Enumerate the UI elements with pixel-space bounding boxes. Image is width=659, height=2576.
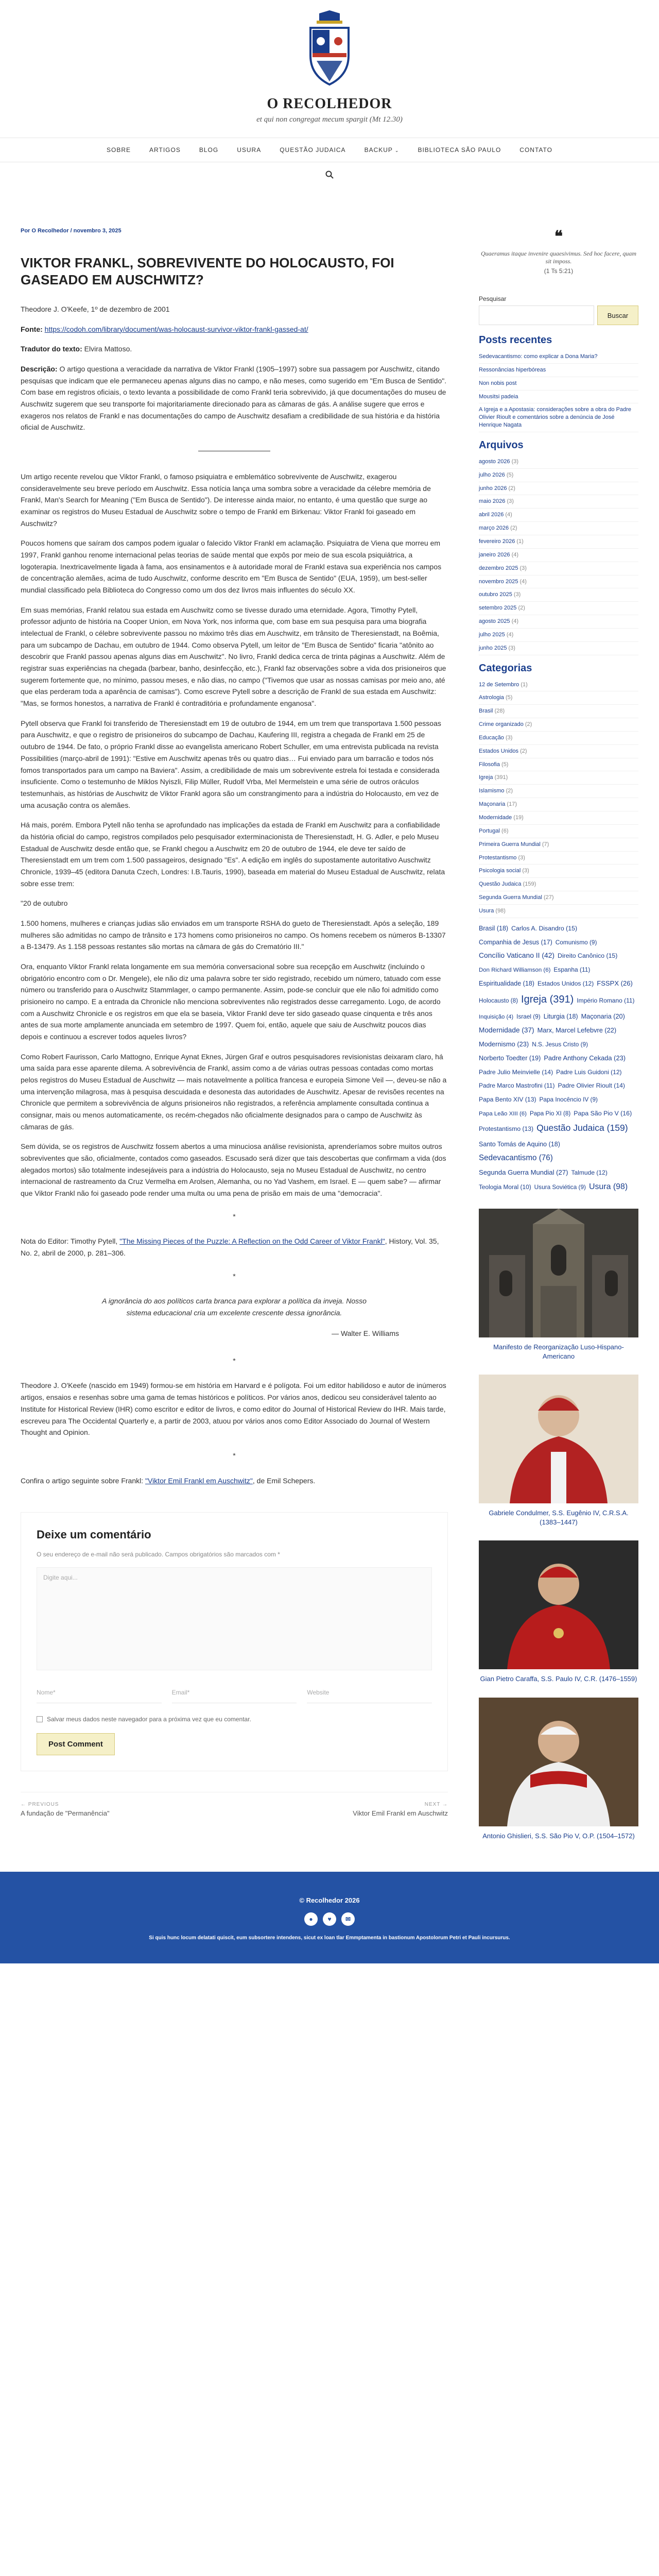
tag-link[interactable]: Papa São Pio V (16)	[574, 1109, 632, 1117]
comment-note: O seu endereço de e-mail não será publicado. Campos obrigatórios são marcados com *	[37, 1551, 280, 1558]
image-caption[interactable]: Manifesto de Reorganização Luso-Hispano-Americano	[493, 1343, 624, 1360]
category-link[interactable]	[479, 825, 638, 838]
archive-link-label: janeiro 2026	[479, 551, 510, 558]
prev-title: A fundação de "Permanência"	[21, 1809, 110, 1818]
archive-link[interactable]	[479, 455, 638, 469]
post-paragraph: Poucos homens que saíram dos campos podem igualar o falecido Viktor Frankl em aclamação. Psiquiatra de Viena que morreu em 1997, Frankl ganhou renome internacional pelas teorias de saúde mental que expôs por meio de sua escola psiquiátrica, a logoterapia. Inextricavelmente ligada à fama, aos ensinamentos e à autoridade moral de Frankl estava sua experiência nos campos de concentração alemães, acima de tudo Auschwitz, conforme descrito em "Em Busca de Sentido" (EUA, 1959), um best-seller mundial classificado pela Biblioteca do Congresso como um dos dez livros mais influentes do século XX.	[21, 539, 442, 595]
tag-link[interactable]: Concílio Vaticano II (42)	[479, 951, 555, 960]
tag-link[interactable]: Protestantismo (13)	[479, 1125, 534, 1133]
tag-link[interactable]: Segunda Guerra Mundial (27)	[479, 1168, 568, 1177]
tag-link[interactable]: Don Richard Williamson (6)	[479, 967, 551, 973]
archive-link-count: (3)	[513, 591, 521, 598]
nav-item-label: USURA	[237, 146, 262, 154]
nav-item-questão-judaica[interactable]	[270, 138, 355, 162]
archive-link-count: (2)	[508, 485, 515, 492]
archive-link-count: (4)	[519, 578, 527, 585]
email-icon[interactable]: ✉	[341, 1912, 355, 1926]
tag-link[interactable]: Padre Julio Meinvielle (14)	[479, 1068, 553, 1076]
archive-link[interactable]	[479, 469, 638, 482]
tag-link[interactable]: Liturgia (18)	[543, 1013, 578, 1021]
post-paragraph: 1.500 homens, mulheres e crianças judias são enviados em um transporte RSHA do gueto de Theresienstadt. Após a seleção, 189 mulheres são admitidas no campo de trânsito e 173 homens como prisioneiros no campo. Os homens recebem os números B-13307 a B-13479. As 1.158 pessoas restantes são mortas na câmara de gás do Crematório III."	[21, 919, 446, 951]
tag-link[interactable]: Império Romano (11)	[577, 997, 635, 1005]
note-prefix: Nota do Editor: Timothy Pytell,	[21, 1237, 120, 1246]
archive-link[interactable]	[479, 522, 638, 535]
tag-link[interactable]: Inquisição (4)	[479, 1014, 514, 1021]
post-paragraph: Ora, enquanto Viktor Frankl relata longamente em sua memória conversacional sobre sua recepção em Auschwitz (incluindo o obrigatório encontro com o Dr. Mengele), ele não diz uma palavra sobre ter sido registrado, recebido um número, tatuado com esse número ou transferido para o Auschwitz Stammlager, o campo permanente. Assim, pode-se concluir que ele não foi admitido como prisioneiro no campo. E a entrada da Chronicle não menciona sobreviventes não registrados desse carregamento. Logo, de acordo com a Auschwitz Chronicle e os registros em que ela se baseia, Viktor Frankl deve ter sido gaseado quase cinquenta e três anos antes de sua morte amplamente anunciada em setembro de 1997. Quem foi, então, aquele que saiu de Auschwitz poucos dias depois e continuou a escrever todos aqueles livros?	[21, 962, 441, 1041]
heart-icon[interactable]: ♥	[323, 1912, 336, 1926]
description-text: O artigo questiona a veracidade da narrativa de Viktor Frankl (1905–1997) sobre sua passagem por Auschwitz, citando pesquisas que indicam que ele permaneceu apenas alguns dias no campo, e não meses, como sugerido em "Em Busca de Sentido". Com base em registros oficiais, o texto levanta a possibilidade de como Frankl teria sobrevivido, já que documentações do museu de Auschwitz sugerem que seu transporte foi majoritariamente direcionado para as câmaras de gás. A análise sugere que erros e exageros nos relatos de Frankl e nas documentações do campo de Auschwitz desafiam a credibilidade de sua história e da história oficial de Auschwitz.	[21, 365, 447, 432]
source-line	[21, 324, 448, 335]
archive-link-count: (3)	[519, 565, 527, 571]
tag-link[interactable]: N.S. Jesus Cristo (9)	[532, 1041, 588, 1048]
category-link-count: (27)	[543, 894, 554, 901]
next-label: NEXT →	[424, 1802, 448, 1808]
category-link-label: Crime organizado	[479, 721, 524, 728]
image-caption[interactable]: Gabriele Condulmer, S.S. Eugênio IV, C.R.S.A. (1383–1447)	[489, 1509, 629, 1527]
archive-link-count: (2)	[518, 605, 525, 612]
main-content	[21, 228, 448, 1841]
sidebar-quote-ref: (1 Ts 5:21)	[544, 267, 574, 275]
archive-link[interactable]	[479, 642, 638, 655]
category-link-count: (5)	[501, 761, 509, 768]
archives-title: Arquivos	[479, 439, 524, 451]
see-also-prefix: Confira o artigo seguinte sobre Frankl:	[21, 1476, 146, 1485]
archive-link-count: (5)	[506, 471, 514, 478]
category-link[interactable]	[479, 865, 638, 878]
tag-link[interactable]: Espanha (11)	[553, 965, 591, 973]
save-info-checkbox[interactable]	[37, 1716, 43, 1722]
portrait-image[interactable]	[479, 1698, 638, 1826]
archive-link[interactable]	[479, 509, 638, 522]
archive-link[interactable]	[479, 588, 638, 602]
category-link[interactable]	[479, 758, 638, 772]
category-link[interactable]	[479, 679, 638, 692]
nav-item-biblioteca-são-paulo[interactable]	[408, 138, 510, 162]
post-meta[interactable]: Por O Recolhedor / novembro 3, 2025	[21, 228, 122, 234]
nav-item-label: ARTIGOS	[149, 146, 181, 154]
archive-link[interactable]	[479, 495, 638, 509]
site-logo[interactable]	[301, 9, 358, 87]
tag-link[interactable]: Papa Bento XIV (13)	[479, 1095, 536, 1103]
portrait-image[interactable]	[479, 1540, 638, 1669]
tag-link[interactable]: Marx, Marcel Lefebvre (22)	[537, 1026, 617, 1035]
post-title: VIKTOR FRANKL, SOBREVIVENTE DO HOLOCAUSTO, FOI GASEADO EM AUSCHWITZ?	[21, 255, 394, 287]
archive-link-count: (4)	[506, 631, 514, 638]
email-field[interactable]: Email*	[172, 1681, 297, 1703]
quote-icon: ❝	[554, 228, 563, 245]
category-link[interactable]	[479, 905, 638, 918]
category-link-count: (19)	[513, 815, 524, 821]
tag-link[interactable]: Padre Luis Guidoni (12)	[556, 1068, 622, 1076]
archive-link-label: agosto 2026	[479, 458, 510, 465]
source-label: Fonte:	[21, 325, 43, 333]
sidebar	[479, 228, 638, 1841]
note-link[interactable]: "The Missing Pieces of the Puzzle: A Reflection on the Odd Career of Viktor Frankl"	[119, 1237, 385, 1246]
editor-note	[21, 1235, 448, 1259]
search-button[interactable]: Buscar	[597, 306, 638, 325]
archive-link[interactable]	[479, 562, 638, 575]
tag-link[interactable]: Padre Olivier Rioult (14)	[558, 1082, 625, 1090]
category-link-label: Protestantismo	[479, 854, 517, 861]
see-also	[21, 1475, 448, 1487]
byline: Theodore J. O'Keefe, 1º de dezembro de 2001	[21, 305, 170, 313]
tag-link[interactable]: FSSPX (26)	[597, 979, 633, 987]
archive-link-count: (1)	[516, 538, 524, 545]
tag-link[interactable]: Papa Inocêncio IV (9)	[539, 1095, 598, 1103]
see-also-link[interactable]: "Viktor Emil Frankl em Auschwitz"	[145, 1476, 253, 1485]
category-link-count: (5)	[505, 694, 513, 701]
translator-line	[21, 343, 448, 355]
category-link-count: (159)	[523, 881, 536, 888]
sidebar-image-widget	[479, 1209, 638, 1361]
quote-author: — Walter E. Williams	[332, 1329, 399, 1338]
category-link-count: (2)	[525, 721, 532, 728]
category-link-label: Modernidade	[479, 815, 512, 821]
tag-link[interactable]: Papa Leão XIII (6)	[479, 1110, 527, 1117]
star-separator: *	[233, 1272, 236, 1280]
search-icon[interactable]	[0, 162, 659, 197]
tag-cloud	[479, 921, 638, 1195]
tag-link[interactable]: Israel (9)	[516, 1013, 541, 1021]
tag-link[interactable]: Questão Judaica (159)	[536, 1123, 628, 1133]
archive-link-label: março 2026	[479, 525, 509, 532]
tag-link[interactable]: Companhia de Jesus (17)	[479, 938, 552, 946]
tag-link[interactable]: Talmude (12)	[571, 1169, 608, 1177]
translator-name: Elvira Mattoso.	[84, 345, 132, 353]
sidebar-quote	[479, 228, 638, 275]
chevron-down-icon: ⌄	[394, 148, 400, 153]
archive-link-label: julho 2026	[479, 471, 505, 478]
site-footer	[0, 1872, 659, 1963]
tag-link[interactable]: Direito Canônico (15)	[558, 952, 618, 960]
archive-link-count: (3)	[511, 458, 519, 465]
category-link-count: (6)	[501, 827, 509, 834]
sidebar-quote-text: Quaeramus itaque invenire quaesivimus. Sed hoc facere, quam sit imposs.	[480, 250, 637, 265]
post-paragraph: "20 de outubro	[21, 899, 68, 908]
archive-link-label: outubro 2025	[479, 591, 512, 598]
category-link[interactable]	[479, 705, 638, 718]
archive-link-count: (4)	[505, 512, 512, 518]
categories-title: Categorias	[479, 662, 532, 674]
category-link-label: Filosofia	[479, 761, 500, 768]
archive-link-label: abril 2026	[479, 512, 504, 518]
archive-link[interactable]	[479, 575, 638, 589]
nav-item-label: BLOG	[199, 146, 219, 154]
post-paragraph: Sem dúvida, se os registros de Auschwitz fossem abertos a uma minuciosa análise revisionista, aprenderíamos sobre muitos outros sobreviventes que são, oficialmente, contados como gaseados. Escusado será dizer que tais descobertas que confirmam a vida (dos alegados mortos) são totalmente indesejáveis para a indústria do Holocausto, seja no Museu Estadual de Auschwitz, no centro internacional de rastreamento da Cruz Vermelha em Arolsen, Alemanha, ou no Yad Vashem, em Israel. E — quem sabe? — afirmar que Viktor Frankl não foi gaseado pode render uma multa ou uma pena de prisão em mais de uma "democracia".	[21, 1142, 446, 1197]
post-paragraph: Um artigo recente revelou que Viktor Frankl, o famoso psiquiatra e emblemático sobrevivente de Auschwitz, exagerou consideravelmente seu breve período em Auschwitz. Essa notícia lança uma sombra sobre a veracidade da célebre memória de Frankl, Man's Search for Meaning ("Em Busca de Sentido"). De interesse ainda maior, no entanto, é uma questão que surge ao examinar os registros do Museu Estadual de Auschwitz sobre o tempo de Frankl em Birkenau: Viktor Frankl foi gaseado em Auschwitz?	[21, 472, 431, 528]
category-link-label: Islamismo	[479, 788, 505, 794]
nav-item-blog[interactable]	[190, 138, 228, 162]
category-link-count: (3)	[518, 854, 525, 861]
nav-item-backup[interactable]	[355, 138, 409, 162]
website-field[interactable]: Website	[307, 1681, 432, 1703]
recent-post-link[interactable]: Mousitsi padeia	[479, 391, 638, 404]
name-field[interactable]: Nome*	[37, 1681, 162, 1703]
sidebar-image-widget	[479, 1698, 638, 1841]
category-link-count: (7)	[542, 841, 549, 848]
category-link-label: Astrologia	[479, 694, 504, 701]
category-link-label: Brasil	[479, 708, 493, 715]
facebook-icon[interactable]: ●	[304, 1912, 318, 1926]
archive-link[interactable]	[479, 602, 638, 615]
category-link-label: Educação	[479, 734, 504, 741]
pull-quote: A ignorância do aos políticos carta branca para explorar a política da inveja. Nosso sistema educacional cria um excelente crescente dessa ignorância.	[102, 1297, 367, 1317]
tag-link[interactable]: Norberto Toedter (19)	[479, 1054, 541, 1062]
tag-link[interactable]: Comunismo (9)	[555, 938, 597, 946]
archive-link-label: setembro 2025	[479, 605, 517, 612]
social-links	[0, 1912, 659, 1926]
category-link-count: (2)	[520, 748, 527, 754]
description	[21, 363, 448, 433]
category-link-label: Primeira Guerra Mundial	[479, 841, 541, 848]
recent-post-link[interactable]: Non nobis post	[479, 377, 638, 391]
category-link-label: Estados Unidos	[479, 748, 519, 754]
tag-link[interactable]: Igreja (391)	[521, 994, 574, 1006]
category-link[interactable]	[479, 878, 638, 891]
archive-link-label: junho 2026	[479, 485, 507, 492]
tag-link[interactable]: Maçonaria (20)	[581, 1013, 625, 1021]
sidebar-image-widget	[479, 1375, 638, 1527]
category-link[interactable]	[479, 718, 638, 732]
post-paragraph: Há mais, porém. Embora Pytell não tenha se aprofundado nas implicações da estada de Frankl em Auschwitz para a confiabilidade da história oficial do campo, registros compilados pelo pesquisador exterminacionista de Theresienstadt, H. G. Adler, e pelo Museu Estadual de Auschwitz desde então que, se Frankl chegou a Auschwitz em 20 de outubro de 1944, ele deve ter saído de Theresienstadt em um trem com 1.500 passageiros, designado "Es". A edição em inglês do supostamente autoritativo Auschwitz Chronicle, 1939–45 (editora Danuta Czech, Londres: I.B.Tauris, 1990), baseada em material do Museu Estadual de Auschwitz, relata sobre esse trem:	[21, 821, 445, 888]
tag-link[interactable]: Usura (98)	[588, 1182, 628, 1192]
archive-link-count: (3)	[507, 498, 514, 505]
category-link-count: (391)	[494, 774, 508, 781]
category-link-count: (1)	[521, 681, 528, 688]
tag-link[interactable]: Espiritualidade (18)	[479, 979, 534, 987]
note-suffix: , History, Vol. 35, No. 2, abril de 2000, p. 281–306.	[21, 1237, 439, 1258]
category-link[interactable]	[479, 891, 638, 905]
star-separator: *	[233, 1451, 236, 1460]
search-form	[479, 306, 638, 325]
see-also-suffix: , de Emil Schepers.	[252, 1476, 316, 1485]
save-info-label: Salvar meus dados neste navegador para a próxima vez que eu comentar.	[47, 1716, 251, 1723]
category-link[interactable]	[479, 811, 638, 825]
source-link[interactable]: https://codoh.com/library/document/was-holocaust-survivor-viktor-frankl-gassed-at/	[44, 325, 308, 333]
post-body	[21, 303, 448, 1486]
recent-post-link[interactable]: Ressonâncias hiperbóreas	[479, 364, 638, 377]
star-separator: *	[233, 1212, 236, 1221]
archive-link[interactable]	[479, 482, 638, 496]
tag-link[interactable]: Padre Anthony Cekada (23)	[544, 1054, 626, 1062]
footer-title: © Recolhedor 2026	[299, 1896, 360, 1904]
category-link[interactable]	[479, 798, 638, 811]
author-bio: Theodore J. O'Keefe (nascido em 1949) formou-se em história em Harvard e é polígota. Foi um editor habilidoso e autor de inúmeros artigos, ensaios e resenhas sobre uma gama de temas históricos e políticos. Por vários anos, dedicou seu considerável talento ao Institute for Historical Review (IHR) como escritor e editor de livros, e como editor do Journal of Historical Review do IHR. Mais tarde, escreveu para The Occidental Quarterly e, a partir de 2003, atuou por vários anos como Editor Associado do Journal of Western Thought and Opinion.	[21, 1381, 446, 1437]
description-label: Descrição:	[21, 365, 58, 374]
site-tagline: et qui non congregat mecum spargit (Mt 12.30)	[256, 115, 403, 124]
category-link-count: (3)	[522, 868, 529, 874]
prev-post[interactable]	[21, 1802, 110, 1817]
tag-link[interactable]: Teologia Moral (10)	[479, 1183, 531, 1191]
tag-link[interactable]: Modernismo (23)	[479, 1040, 529, 1048]
category-link-label: Questão Judaica	[479, 881, 522, 888]
archive-link-label: novembro 2025	[479, 578, 518, 585]
tag-link[interactable]: Brasil (18)	[479, 924, 509, 932]
archive-link-count: (4)	[511, 618, 519, 625]
footer-line: Si quis hunc locum delatati quiscit, eum subsortere intendens, sicut ex loan tlar Emmptamenta in bastionum Apostolorum Petri et Pauli incursurus.	[149, 1935, 510, 1941]
category-link[interactable]	[479, 745, 638, 758]
category-link[interactable]	[479, 691, 638, 705]
archive-link-label: agosto 2025	[479, 618, 510, 625]
archive-link[interactable]	[479, 615, 638, 629]
tag-link[interactable]: Santo Tomás de Aquino (18)	[479, 1140, 560, 1148]
nav-item-artigos[interactable]	[140, 138, 190, 162]
nav-item-label: SOBRE	[107, 146, 131, 154]
translator-label: Tradutor do texto:	[21, 345, 82, 353]
main-nav	[0, 138, 659, 162]
post-paragraph: Em suas memórias, Frankl relatou sua estada em Auschwitz como se tivesse durado uma eternidade. Agora, Timothy Pytell, professor adjunto de história na Cooper Union, em Nova York, nos informa que, com base em sua pesquisa para uma biografia intelectual de Frankl, o célebre sobrevivente passou no máximo três dias em Auschwitz, em trânsito de Theresienstadt, na Boêmia, para um subcampo de Dachau, em outubro de 1944. Como observa Pytell, um leitor de "Em Busca de Sentido" ficaria "atônito ao descobrir que Frankl passou apenas alguns dias em Auschwitz". No livro, Frankl dedica cerca de trinta páginas a Auschwitz. Além de registrar suas experiências na chegada (barbear, banho, desinfecção, etc.), Frankl faz observações sobre a vida dos prisioneiros que sugerem fortemente que, no mínimo, passou meses, e não dias, no campo ("Tivemos que usar as nossas camisas por meio ano, até que elas perderam toda a aparência de camisas"). Como escreve Pytell sobre a descrição de Frankl de sua estada em Auschwitz: "Mas, se formos honestos, a narrativa de Frankl é contraditória e profundamente enganosa".	[21, 605, 446, 708]
comment-title: Deixe um comentário	[37, 1528, 151, 1541]
star-separator: *	[233, 1356, 236, 1365]
tag-link[interactable]: Carlos A. Disandro (15)	[511, 924, 578, 932]
category-link-label: Psicologia social	[479, 868, 521, 874]
archive-link-label: fevereiro 2026	[479, 538, 515, 545]
archive-link-count: (4)	[511, 551, 519, 558]
next-post[interactable]	[353, 1802, 448, 1817]
category-link-count: (2)	[506, 788, 513, 794]
category-link-count: (28)	[494, 708, 505, 715]
nav-item-contato[interactable]	[510, 138, 562, 162]
tag-link[interactable]: Papa Pio XI (8)	[529, 1110, 571, 1117]
site-header	[0, 0, 659, 197]
tag-link[interactable]: Sedevacantismo (76)	[479, 1153, 553, 1162]
archive-link[interactable]	[479, 535, 638, 549]
nav-item-label: CONTATO	[519, 146, 552, 154]
category-link[interactable]	[479, 838, 638, 852]
category-link-count: (98)	[495, 907, 506, 914]
site-title[interactable]: O RECOLHEDOR	[267, 96, 392, 112]
category-link-label: 12 de Setembro	[479, 681, 519, 688]
category-link-label: Segunda Guerra Mundial	[479, 894, 542, 901]
category-link[interactable]	[479, 785, 638, 798]
nav-item-label: QUESTÃO JUDAICA	[280, 146, 346, 154]
archive-link-label: dezembro 2025	[479, 565, 518, 571]
portrait-image[interactable]	[479, 1375, 638, 1503]
archive-link-count: (2)	[510, 525, 517, 532]
category-link-count: (17)	[507, 801, 517, 808]
category-link-count: (3)	[506, 734, 513, 741]
nav-item-sobre[interactable]	[97, 138, 140, 162]
search-label: Pesquisar	[479, 295, 507, 302]
tag-link[interactable]: Estados Unidos (12)	[537, 979, 594, 987]
comment-form	[21, 1512, 448, 1771]
nav-item-label: BACKUP	[364, 146, 393, 154]
save-info-row	[37, 1716, 432, 1723]
archive-link-count: (3)	[508, 645, 515, 651]
archive-link[interactable]	[479, 629, 638, 642]
recent-post-link[interactable]: Sedevacantismo: como explicar a Dona Maria?	[479, 350, 638, 364]
category-link-label: Igreja	[479, 774, 493, 781]
nav-item-label: BIBLIOTECA SÃO PAULO	[418, 146, 501, 154]
post-comment-button[interactable]: Post Comment	[37, 1733, 115, 1755]
category-link[interactable]	[479, 852, 638, 865]
next-title: Viktor Emil Frankl em Auschwitz	[353, 1809, 448, 1818]
archive-link-label: junho 2025	[479, 645, 507, 651]
post-paragraph: Pytell observa que Frankl foi transferido de Theresienstadt em 19 de outubro de 1944, em um trem que transportava 1.500 pessoas para Auschwitz, e que o registro de prisioneiros do subcampo de Dachau, Kaufering III, registra a chegada de Frankl em 25 de outubro de 1944. De fato, o próprio Frankl disse ao evangelista americano Robert Schuller, em uma entrevista publicada na revista Possibilities (março-abril de 1991): "Estive em Auschwitz apenas três ou quatro dias… Fui enviado para um barracão e todos nós fomos transportados para um campo na Baviera". Assim, a credibilidade de mais um sobrevivente estrela foi testada e considerada insuficiente. Como o testemunho de Miklos Nyiszli, Filip Müller, Rudolf Vrba, Mel Mermelstein e uma série de outros oráculos testemunhais, as histórias de Auschwitz de Viktor Frankl agora são um constrangimento para a indústria do Holocausto, em vez de uma acusação contra os alemães.	[21, 719, 441, 809]
sidebar-image-widget	[479, 1540, 638, 1684]
tag-link[interactable]: Modernidade (37)	[479, 1026, 534, 1035]
tag-link[interactable]: Usura Soviética (9)	[534, 1183, 586, 1191]
recent-post-link[interactable]: A Igreja e a Apostasia: considerações sobre a obra do Padre Olivier Rioult e comentários sobre a denúncia de José Henrique Nagata	[479, 403, 638, 432]
tag-link[interactable]: Padre Marco Mastrofini (11)	[479, 1082, 555, 1090]
comment-textarea[interactable]: Digite aqui...	[37, 1567, 432, 1670]
category-link-label: Maçonaria	[479, 801, 506, 808]
post-paragraph: Como Robert Faurisson, Carlo Mattogno, Enrique Aynat Eknes, Jürgen Graf e outros pesquisadores revisionistas deixaram claro, há uma saída para esse aparente dilema. A sobrevivência de Frankl, assim como a de várias outras pessoas contadas como mortas pelos registros do Museu Estadual de Auschwitz — mais notavelmente a política francesa e europeia Simone Veil —, deveu-se não a uma intervenção milagrosa, mas à pesquisa descuidada e desonesta das autoridades de Auschwitz. Apesar de revisões recentes na Chronicle que permitem a sobrevivência de alguns prisioneiros não registrados, a referência amplamente consultada continua a consignar, mais ou menos automaticamente, os recém-chegados não oficialmente designados para o campo de Auschwitz às câmaras de gás.	[21, 1052, 447, 1131]
recent-posts-title: Posts recentes	[479, 334, 552, 346]
image-caption[interactable]: Gian Pietro Caraffa, S.S. Paulo IV, C.R. (1476–1559)	[480, 1675, 637, 1683]
image-caption[interactable]: Antonio Ghislieri, S.S. São Pio V, O.P. (1504–1572)	[482, 1832, 635, 1840]
category-link[interactable]	[479, 732, 638, 745]
prev-label: ← PREVIOUS	[21, 1802, 59, 1808]
post-navigation	[21, 1792, 448, 1817]
archive-link-label: maio 2026	[479, 498, 506, 505]
archive-link-label: julho 2025	[479, 631, 505, 638]
archive-link[interactable]	[479, 549, 638, 562]
portrait-image[interactable]	[479, 1209, 638, 1337]
category-link-label: Portugal	[479, 827, 500, 834]
category-link[interactable]	[479, 771, 638, 785]
category-link-label: Usura	[479, 907, 494, 914]
tag-link[interactable]: Holocausto (8)	[479, 997, 518, 1005]
search-input[interactable]	[479, 306, 594, 325]
nav-item-usura[interactable]	[228, 138, 270, 162]
